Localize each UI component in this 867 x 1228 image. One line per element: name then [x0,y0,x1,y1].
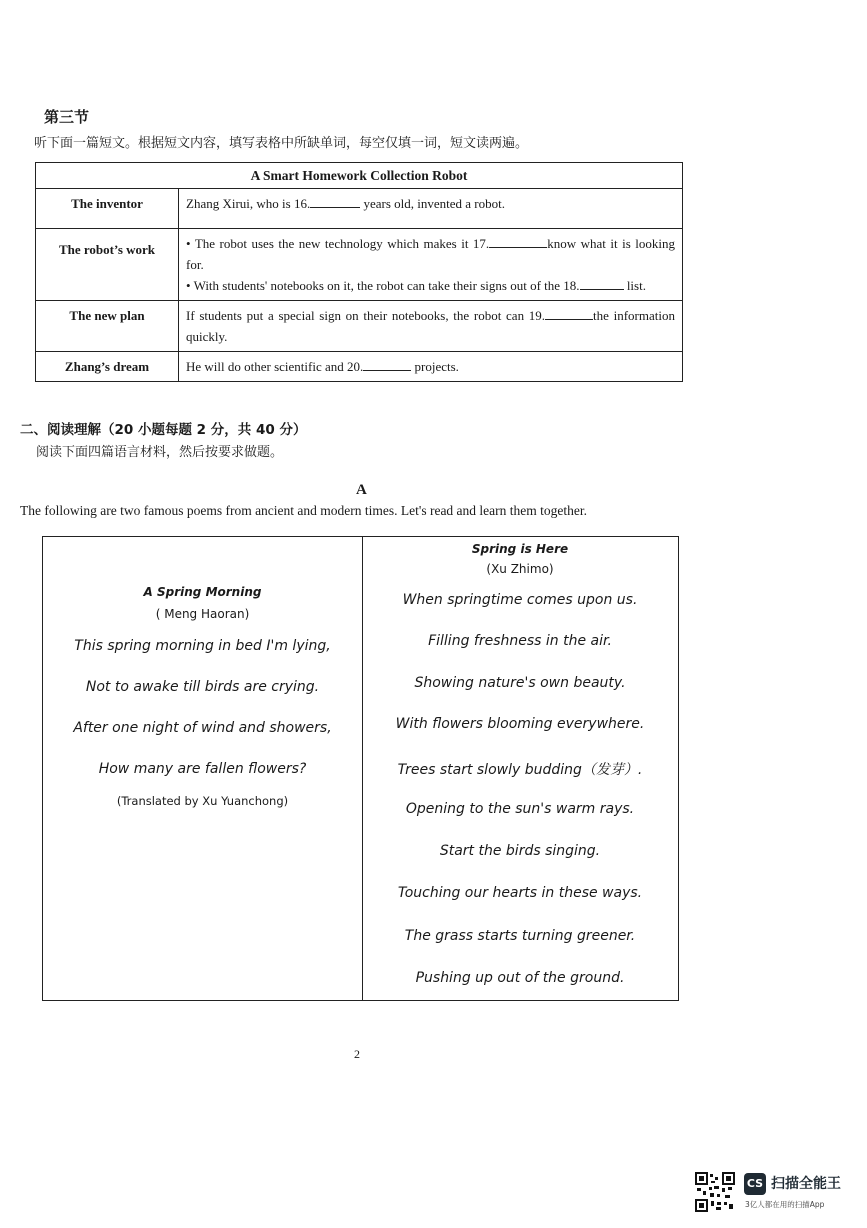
poem-line: How many are fallen flowers? [98,761,307,777]
poem-line: Start the birds singing. [439,843,601,859]
table-row [36,229,683,301]
poem-line: Not to awake till birds are crying. [85,679,320,695]
answer-blank-17[interactable] [489,235,547,248]
scanner-logo-icon: CS [744,1173,766,1195]
poem-line: Trees start slowly budding（发芽）. [397,762,643,778]
poem-right-column [363,537,677,1000]
row-content: Zhang Xirui, who is 16. years old, invented a robot. [179,189,683,229]
answer-blank-18[interactable] [580,277,624,290]
passage-intro: The following are two famous poems from ancient and modern times. Let's read and learn them together. [20,503,588,518]
part-instruction: 阅读下面四篇语言材料，然后按要求做题。 [36,445,284,460]
table-row [36,301,683,352]
poem-title: A Spring Morning [143,585,262,599]
poem-line: This spring morning in bed I'm lying, [74,638,331,654]
answer-blank-19[interactable] [545,307,593,320]
poem-line: With flowers blooming everywhere. [395,716,645,732]
part-heading: 二、阅读理解（20 小题每题 2 分，共 40 分） [20,422,307,438]
table-row [36,189,683,229]
poem-author: (Xu Zhimo) [486,562,554,576]
row-content: He will do other scientific and 20. projects. [179,352,683,382]
page-number: 2 [354,1047,360,1061]
poem-translator: (Translated by Xu Yuanchong) [116,794,289,808]
poem-line: Showing nature's own beauty. [414,675,626,691]
answer-blank-16[interactable] [310,195,360,208]
poem-box [42,536,679,1001]
scanner-tagline: 3亿人都在用的扫描App [745,1200,825,1209]
table-row [36,352,683,382]
passage-letter: A [356,482,367,498]
scanner-app-name: 扫描全能王 [771,1176,841,1192]
section-instruction: 听下面一篇短文。根据短文内容，填写表格中所缺单词，每空仅填一词，短文读两遍。 [34,136,529,151]
row-label: The new plan [36,301,179,352]
row-content: If students put a special sign on their notebooks, the robot can 19. the information quickly. [179,301,683,352]
poem-author: ( Meng Haoran) [155,607,250,621]
poem-line: Pushing up out of the ground. [415,970,625,986]
poem-title: Spring is Here [471,542,569,556]
fill-in-table [35,162,683,382]
section-heading: 第三节 [44,108,90,126]
row-label: The inventor [36,189,179,229]
row-label: Zhang’s dream [36,352,179,382]
row-content: • The robot uses the new technology which makes it 17. know what it is looking for. • With students' notebooks on it, the robot can take their signs out of the 18. list. [179,229,683,301]
row-label: The robot’s work [36,229,179,301]
table-title: A Smart Homework Collection Robot [36,163,683,189]
poem-line: The grass starts turning greener. [404,928,636,944]
qr-code-icon [695,1172,735,1212]
answer-blank-20[interactable] [363,358,411,371]
poem-line: When springtime comes upon us. [402,592,638,608]
poem-line: Filling freshness in the air. [428,633,612,649]
poem-line: Touching our hearts in these ways. [397,885,643,901]
poem-line: After one night of wind and showers, [73,720,332,736]
poem-left-column [43,537,363,1000]
poem-line: Opening to the sun's warm rays. [405,801,635,817]
